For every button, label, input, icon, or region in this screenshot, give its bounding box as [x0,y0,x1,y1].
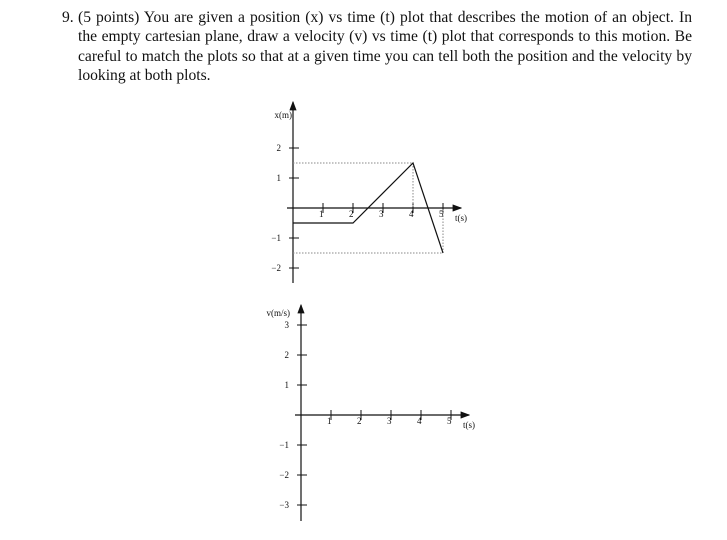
x-tick-label: 2 [349,209,354,219]
position-plot [271,102,467,283]
x-tick-label: 2 [357,416,362,426]
x-tick-label: 3 [379,209,384,219]
y-tick-label: −1 [279,440,289,450]
y-axis-label: v(m/s) [266,308,290,318]
x-tick-label: 5 [447,416,452,426]
y-tick-label: 1 [276,173,281,183]
x-tick-label: 4 [409,209,414,219]
y-tick-label: −1 [271,233,281,243]
y-tick-label: 3 [284,320,289,330]
question-text: (5 points) You are given a position (x) vs time (t) plot that describes the motion of an object. In the empty cartesian plane, draw a velocity (v) vs time (t) plot that corresponds to this motion. Be careful to match the plots so that at a given time you can tell both the position and the velocity by looking at both plots. [78,9,692,84]
y-tick-label: 2 [284,350,289,360]
x-tick-label: 4 [417,416,422,426]
x-tick-label: 5 [439,209,444,219]
y-tick-label: −2 [271,263,281,273]
y-tick-label: 2 [276,143,281,153]
x-axis-label: t(s) [455,213,467,223]
y-tick-label: 1 [284,380,289,390]
x-tick-label: 1 [319,209,324,219]
velocity-plot [267,305,476,521]
guide-line [293,208,443,253]
guide-line [293,163,413,208]
x-tick-label: 3 [387,416,392,426]
x-axis-label: t(s) [463,420,475,430]
y-axis-label: x(m) [274,110,292,120]
x-tick-label: 1 [327,416,332,426]
y-tick-label: −3 [279,500,289,510]
question-number: 9. [62,9,74,26]
y-tick-label: −2 [279,470,289,480]
